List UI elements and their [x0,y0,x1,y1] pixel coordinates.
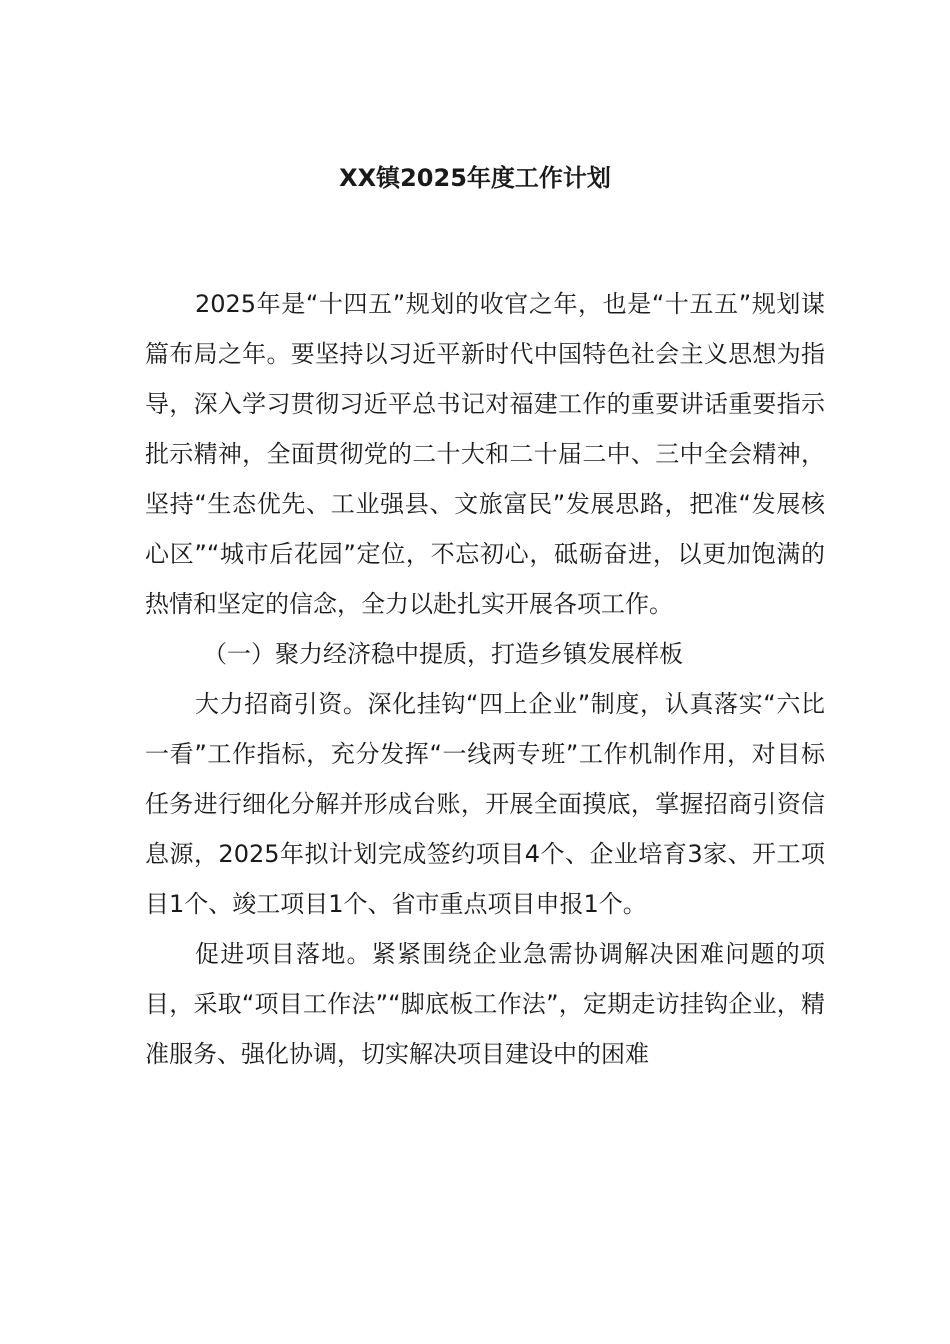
document-body [145,279,825,1079]
paragraph-investment: 大力招商引资。深化挂钩“四上企业”制度，认真落实“六比一看”工作指标，充分发挥“一线两专班”工作机制作用，对目标任务进行细化分解并形成台账，开展全面摸底，掌握招商引资信息源，2025年拟计划完成签约项目4个、企业培育3家、开工项目1个、竣工项目1个、省市重点项目申报1个。 [145,690,825,918]
document-title: XX镇2025年度工作计划 [339,164,611,192]
paragraph-projects: 促进项目落地。紧紧围绕企业急需协调解决困难问题的项目，采取“项目工作法”“脚底板工作法”，定期走访挂钩企业，精准服务、强化协调，切实解决项目建设中的困难 [145,940,825,1068]
section-heading-1: （一）聚力经济稳中提质，打造乡镇发展样板 [203,640,683,668]
paragraph-intro: 2025年是“十四五”规划的收官之年，也是“十五五”规划谋篇布局之年。要坚持以习近平新时代中国特色社会主义思想为指导，深入学习贯彻习近平总书记对福建工作的重要讲话重要指示批示精神，全面贯彻党的二十大和二十届二中、三中全会精神，坚持“生态优先、工业强县、文旅富民”发展思路，把准“发展核心区”“城市后花园”定位，不忘初心，砥砺奋进，以更加饱满的热情和坚定的信念，全力以赴扎实开展各项工作。 [145,290,825,618]
